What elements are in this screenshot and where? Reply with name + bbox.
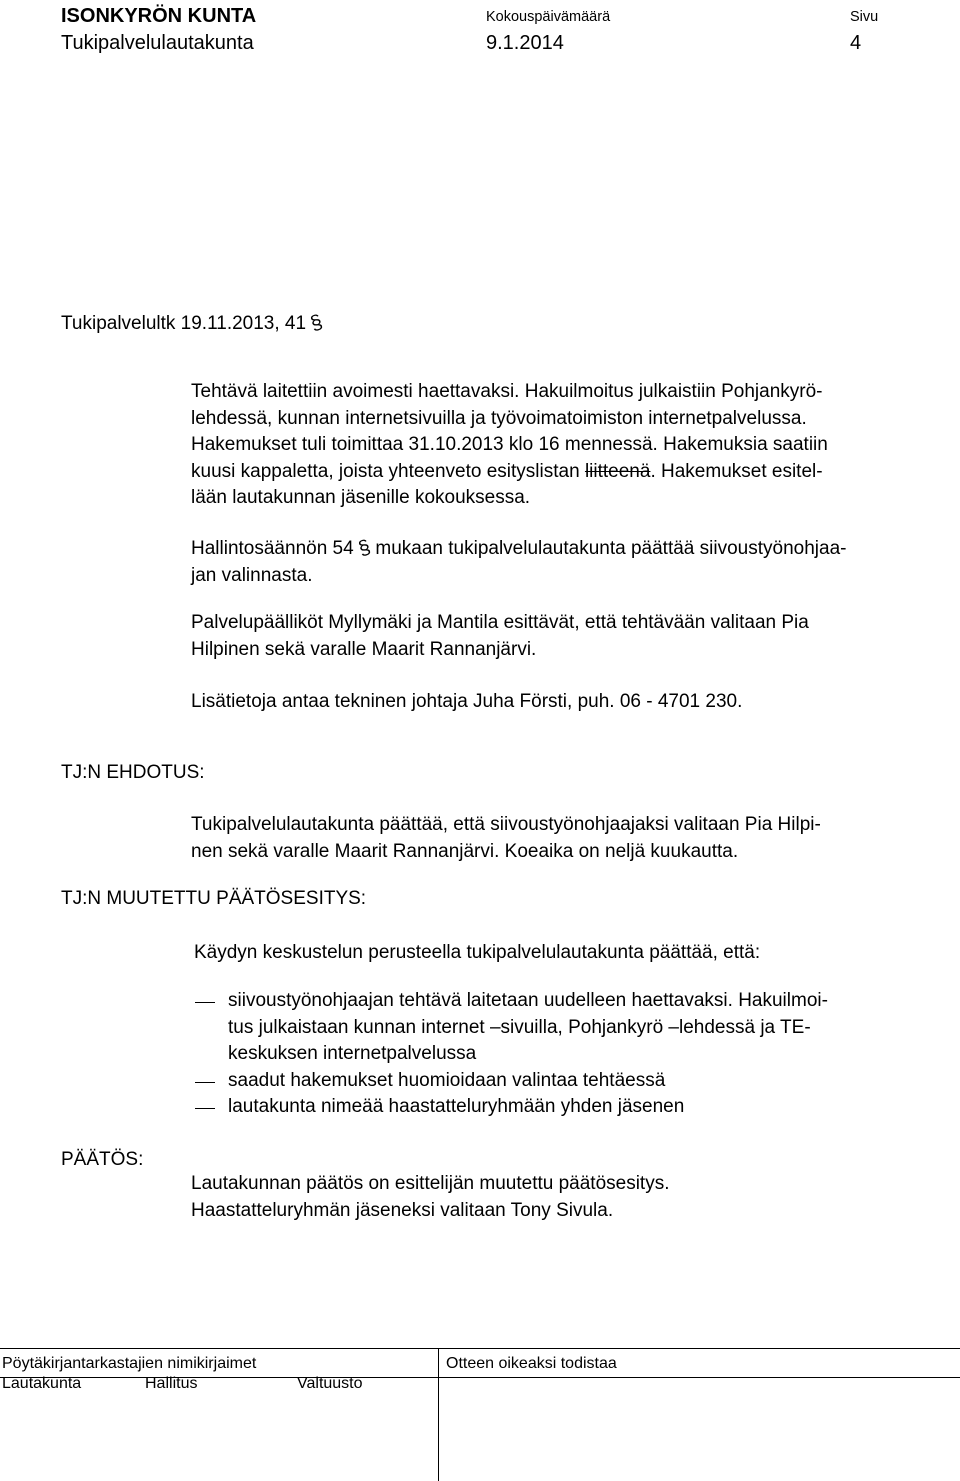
rule-line — [191, 535, 846, 563]
meeting-date: 9.1.2014 — [486, 32, 564, 54]
managers-line: Palvelupäälliköt Myllymäki ja Mantila esittävät, että tehtävään valitaan Pia — [191, 612, 809, 633]
intro-text: . Hakemukset esitel- — [650, 460, 823, 482]
footer-column-label: Hallitus — [145, 1375, 198, 1392]
proposal-paragraph — [191, 812, 821, 865]
amended-proposal-list — [194, 988, 828, 1121]
amended-proposal-intro: Käydyn keskustelun perusteella tukipalvelulautakunta päättää, että: — [194, 942, 761, 963]
intro-line: Hakemukset tuli toimittaa 31.10.2013 klo 16 mennessä. Hakemuksia saatiin — [191, 434, 828, 455]
rule-text: Hallintosäännön 54 — [191, 538, 359, 559]
intro-paragraph — [191, 379, 828, 512]
footer-divider — [0, 1348, 960, 1349]
footer-signatures-title: Pöytäkirjantarkastajien nimikirjaimet — [2, 1355, 257, 1372]
page-label: Sivu — [850, 9, 879, 25]
intro-line: Tehtävä laitettiin avoimesti haettavaksi. Hakuilmoitus julkaistiin Pohjankyrö- — [191, 381, 823, 402]
proposal-heading: TJ:N EHDOTUS: — [61, 762, 205, 783]
managers-paragraph — [191, 610, 809, 663]
contact-info: Lisätietoja antaa tekninen johtaja Juha Försti, puh. 06 - 4701 230. — [191, 691, 743, 712]
rule-line: jan valinnasta. — [191, 564, 313, 586]
amended-proposal-heading: TJ:N MUUTETTU PÄÄTÖSESITYS: — [61, 888, 367, 909]
list-item-line: saadut hakemukset huomioidaan valintaa tehtäessä — [228, 1069, 666, 1091]
list-item — [194, 988, 828, 1068]
rule-paragraph — [191, 535, 846, 589]
page-number: 4 — [850, 32, 862, 54]
organization-name: ISONKYRÖN KUNTA — [61, 5, 257, 27]
intro-text: kuusi kappaletta, joista yhteenveto esityslistan — [191, 460, 585, 482]
committee-name: Tukipalvelulautakunta — [61, 32, 254, 54]
footer-column-divider — [438, 1348, 439, 1481]
section-sign: § — [308, 310, 326, 336]
decision-heading: PÄÄTÖS: — [61, 1149, 144, 1170]
meeting-date-label: Kokouspäivämäärä — [486, 9, 611, 25]
list-item — [194, 1068, 828, 1095]
decision-line: Haastatteluryhmän jäseneksi valitaan Tony Sivula. — [191, 1199, 614, 1221]
list-item-line: lautakunta nimeää haastatteluryhmään yhden jäsenen — [228, 1096, 685, 1117]
footer-copy-certification-title: Otteen oikeaksi todistaa — [446, 1355, 617, 1372]
proposal-line: Tukipalvelulautakunta päättää, että siivoustyönohjaajaksi valitaan Pia Hilpi- — [191, 814, 821, 835]
reference-text: Tukipalvelultk 19.11.2013, 41 — [61, 313, 307, 334]
list-item — [194, 1094, 828, 1121]
previous-decision-reference — [61, 310, 326, 338]
intro-line: lään lautakunnan jäsenille kokouksessa. — [191, 487, 531, 508]
list-item-line: keskuksen internetpalvelussa — [228, 1043, 477, 1064]
intro-line — [191, 459, 828, 486]
attachment-reference-struck: liitteenä — [584, 460, 651, 482]
intro-line: lehdessä, kunnan internetsivuilla ja työvoimatoimiston internetpalvelussa. — [191, 407, 807, 429]
rule-text: mukaan tukipalvelulautakunta päättää siivoustyönohjaa- — [370, 538, 847, 559]
decision-paragraph — [191, 1171, 670, 1224]
proposal-line: nen sekä varalle Maarit Rannanjärvi. Koeaika on neljä kuukautta. — [191, 840, 739, 862]
footer-column-label: Lautakunta — [2, 1375, 82, 1392]
footer-column-label: Valtuusto — [297, 1375, 363, 1392]
managers-line: Hilpinen sekä varalle Maarit Rannanjärvi. — [191, 638, 537, 660]
section-sign: § — [355, 535, 374, 561]
list-item-line: siivoustyönohjaajan tehtävä laitetaan uudelleen haettavaksi. Hakuilmoi- — [228, 990, 828, 1011]
footer-divider — [0, 1377, 960, 1378]
decision-line: Lautakunnan päätös on esittelijän muutettu päätösesitys. — [191, 1173, 670, 1194]
list-item-line: tus julkaistaan kunnan internet –sivuilla, Pohjankyrö –lehdessä ja TE- — [228, 1016, 811, 1038]
